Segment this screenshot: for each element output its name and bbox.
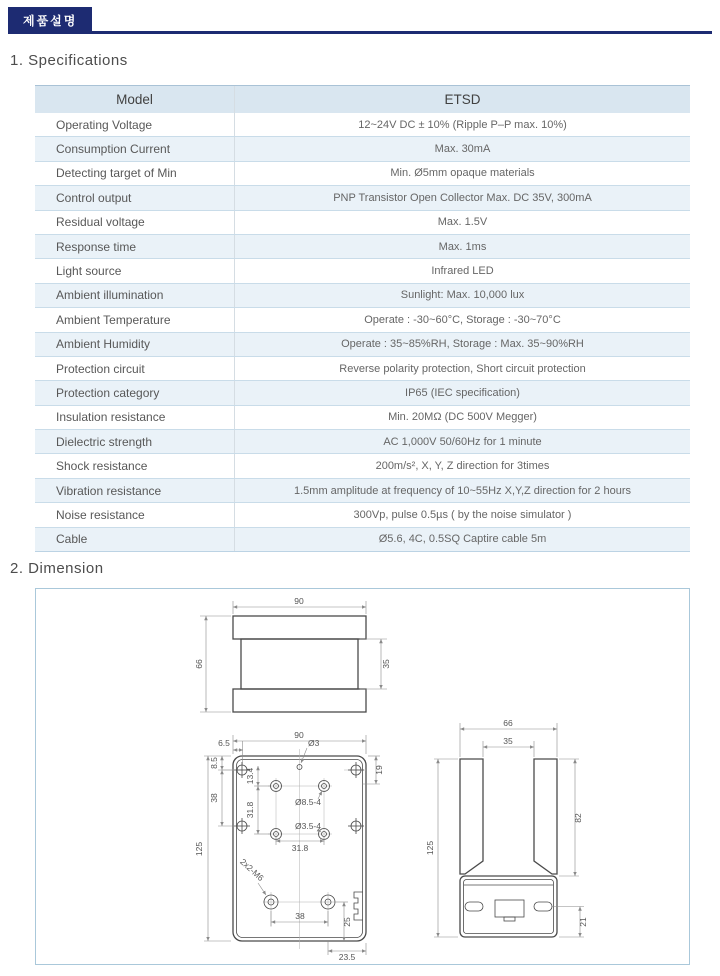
dim-label: 6.5 [218, 738, 230, 748]
thread-callout: 2x2-M6 [238, 856, 266, 883]
spec-label: Ambient Temperature [35, 308, 235, 331]
base-cutout [495, 900, 524, 917]
table-row [35, 429, 690, 453]
corner-hole [348, 818, 364, 834]
spec-value: Operate : -30~60°C, Storage : -30~70°C [364, 313, 561, 326]
dim-label: 35 [381, 659, 391, 669]
spec-label: Response time [35, 235, 235, 258]
spec-value: AC 1,000V 50/60Hz for 1 minute [383, 435, 542, 448]
spec-value: 300Vp, pulse 0.5µs ( by the noise simulator ) [353, 508, 572, 521]
spec-label: Ambient illumination [35, 284, 235, 307]
dim-label: 31.8 [245, 801, 255, 819]
spec-label: Light source [35, 259, 235, 282]
corner-hole [348, 762, 364, 778]
drawing-side-view [425, 718, 588, 937]
table-row [35, 478, 690, 502]
spec-label: Cable [35, 528, 235, 551]
spec-value: IP65 (IEC specification) [405, 386, 520, 399]
table-row [35, 136, 690, 160]
dim-label: 23.5 [338, 952, 356, 962]
model-header-cell: Model [35, 86, 235, 113]
spec-value: Infrared LED [431, 265, 494, 278]
section-title-specifications: 1. Specifications [10, 52, 128, 69]
drawing-front-view [194, 730, 384, 962]
table-row [35, 527, 690, 551]
spec-value: Max. 1.5V [437, 216, 488, 229]
dim-label: 38 [209, 793, 219, 803]
spec-label: Residual voltage [35, 211, 235, 234]
base-slot [465, 902, 483, 911]
product-badge: 제품설명 [8, 7, 92, 34]
spec-label: Ambient Humidity [35, 333, 235, 356]
spec-value: PNP Transistor Open Collector Max. DC 35V, 300mA [333, 191, 592, 204]
spec-value: Reverse polarity protection, Short circuit protection [339, 362, 586, 375]
base-slot [534, 902, 552, 911]
table-row [35, 332, 690, 356]
spec-value: Min. Ø5mm opaque materials [390, 167, 535, 180]
spec-value: Operate : 35~85%RH, Storage : Max. 35~90%RH [341, 338, 584, 351]
dim-label: 13.4 [245, 767, 255, 785]
spec-label: Control output [35, 186, 235, 209]
spec-label: Protection category [35, 381, 235, 404]
table-row [35, 161, 690, 185]
table-row [35, 356, 690, 380]
spec-label: Shock resistance [35, 454, 235, 477]
dim-label: 125 [425, 840, 435, 856]
spec-label: Insulation resistance [35, 406, 235, 429]
table-row [35, 405, 690, 429]
spec-label: Detecting target of Min [35, 162, 235, 185]
spec-value: Min. 20MΩ (DC 500V Megger) [388, 411, 537, 424]
table-row [35, 453, 690, 477]
spec-value: 1.5mm amplitude at frequency of 10~55Hz X,Y,Z direction for 2 hours [293, 484, 631, 497]
table-row [35, 283, 690, 307]
spec-label: Operating Voltage [35, 113, 235, 136]
table-row [35, 113, 690, 136]
dim-label: 35 [503, 736, 513, 746]
spec-value: 200m/s², X, Y, Z direction for 3times [375, 460, 550, 473]
dim-label: 90 [294, 596, 304, 606]
dim-label: 21 [578, 917, 588, 927]
dim-label: 25 [342, 917, 352, 927]
dim-label: 90 [294, 730, 304, 740]
dim-label: 82 [573, 813, 583, 823]
spec-value: Max. 30mA [434, 143, 491, 156]
spec-label: Vibration resistance [35, 479, 235, 502]
dim-label: 38 [295, 911, 305, 921]
table-row [35, 185, 690, 209]
spec-value: Ø5.6, 4C, 0.5SQ Captire cable 5m [378, 533, 547, 546]
header-rule [8, 31, 712, 34]
dim-label: 66 [194, 659, 204, 669]
drawing-top-view [194, 596, 391, 712]
spec-label: Noise resistance [35, 503, 235, 526]
table-row [35, 380, 690, 404]
dim-label: 19 [374, 765, 384, 775]
dim-label: 8.5 [209, 757, 219, 769]
table-row [35, 234, 690, 258]
model-value-cell: ETSD [444, 92, 481, 107]
spec-table-body [35, 113, 690, 551]
spec-value: Sunlight: Max. 10,000 lux [400, 289, 525, 302]
table-row [35, 307, 690, 331]
spec-label: Consumption Current [35, 137, 235, 160]
spec-label: Dielectric strength [35, 430, 235, 453]
dim-label: 31.8 [291, 843, 309, 853]
dimension-panel [35, 588, 690, 965]
hole-callout: Ø8.5-4 [295, 797, 321, 807]
base-tab [504, 917, 515, 921]
section-title-dimension: 2. Dimension [10, 560, 104, 577]
spec-table [35, 85, 690, 552]
dim-label: 66 [503, 718, 513, 728]
edge-clip [354, 892, 363, 920]
table-row [35, 210, 690, 234]
spec-label: Protection circuit [35, 357, 235, 380]
spec-value: Max. 1ms [438, 240, 487, 253]
table-header-row [35, 86, 690, 113]
table-row [35, 258, 690, 282]
hole-callout: Ø3 [308, 738, 320, 748]
spec-value: 12~24V DC ± 10% (Ripple P–P max. 10%) [358, 118, 567, 131]
table-row [35, 502, 690, 526]
dim-label: 125 [194, 841, 204, 857]
hole-callout: Ø3.5-4 [295, 821, 321, 831]
dimension-drawing [36, 589, 689, 964]
